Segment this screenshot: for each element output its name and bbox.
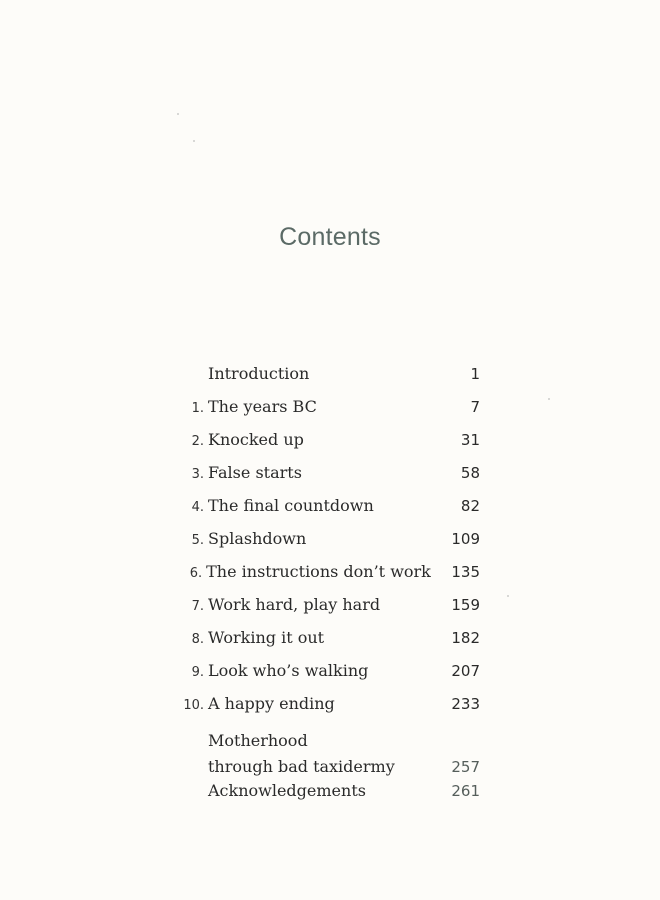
toc-entry-chapter-9 bbox=[170, 660, 480, 693]
toc-entry-page: 7 bbox=[470, 398, 480, 416]
toc-entry-title: Working it out bbox=[208, 628, 325, 647]
toc-entry-title bbox=[208, 728, 428, 780]
toc-entry-title: Introduction bbox=[208, 364, 310, 383]
toc-entry-chapter-10 bbox=[170, 693, 480, 726]
toc-entry-title: The final countdown bbox=[208, 496, 374, 515]
toc-entry-page: 261 bbox=[451, 782, 480, 800]
toc-entry-chapter-5 bbox=[170, 528, 480, 561]
toc-entry-title: Acknowledgements bbox=[208, 781, 366, 800]
toc-entry-number: 4. bbox=[191, 500, 204, 515]
toc-entry-chapter-7 bbox=[170, 594, 480, 627]
toc-entry-page: 58 bbox=[460, 464, 480, 482]
paper-speck bbox=[507, 595, 509, 597]
toc-entry-number: 1. bbox=[191, 401, 204, 416]
toc-entry-title: Look who’s walking bbox=[208, 661, 369, 680]
toc-entry-chapter-6 bbox=[170, 561, 480, 594]
toc-entry-page: 135 bbox=[451, 563, 480, 581]
toc-entry-title: Splashdown bbox=[208, 529, 307, 548]
paper-speck bbox=[548, 398, 550, 400]
toc-entry-page: 31 bbox=[460, 431, 480, 449]
toc-entry-page: 182 bbox=[451, 629, 480, 647]
paper-speck bbox=[177, 113, 179, 115]
paper-speck bbox=[193, 140, 195, 142]
toc-entry-title: The years BC bbox=[208, 397, 317, 416]
toc-entry-title-line-1: Motherhood bbox=[208, 731, 308, 750]
toc-entry-number: 8. bbox=[191, 632, 204, 647]
toc-entry-chapter-2 bbox=[170, 429, 480, 462]
toc-entry-page: 257 bbox=[451, 758, 480, 776]
toc-entry-chapter-1 bbox=[170, 396, 480, 429]
toc-entry-page: 1 bbox=[470, 365, 480, 383]
toc-entry-number: 6. bbox=[189, 566, 203, 581]
toc-entry-number: 10. bbox=[183, 698, 204, 713]
toc-entry-title: A happy ending bbox=[208, 694, 335, 713]
toc-entry-chapter-8 bbox=[170, 627, 480, 660]
toc-entry-page: 159 bbox=[451, 596, 480, 614]
toc-entry-title: Work hard, play hard bbox=[208, 595, 381, 614]
toc-entry-number: 5. bbox=[191, 533, 204, 548]
toc-entry-number: 9. bbox=[191, 665, 204, 680]
toc-entry-page: 207 bbox=[451, 662, 480, 680]
page-title: Contents bbox=[279, 223, 381, 251]
toc-entry-number: 7. bbox=[191, 599, 204, 614]
toc-entry-title: False starts bbox=[208, 463, 302, 482]
toc-entry-chapter-3 bbox=[170, 462, 480, 495]
toc-entry-number: 3. bbox=[191, 467, 204, 482]
table-of-contents bbox=[170, 363, 480, 806]
toc-entry-page: 233 bbox=[451, 695, 480, 713]
toc-entry-title-line-2: through bad taxidermy bbox=[208, 757, 395, 776]
toc-entry-page: 82 bbox=[460, 497, 480, 515]
toc-entry-number: 2. bbox=[191, 434, 204, 449]
toc-entry-introduction bbox=[170, 363, 480, 396]
toc-entry-title: The instructions don’t work bbox=[206, 562, 431, 581]
toc-entry-page: 109 bbox=[451, 530, 480, 548]
toc-entry-title: Knocked up bbox=[208, 430, 304, 449]
toc-entry-acknowledgements bbox=[170, 780, 480, 806]
toc-entry-motherhood bbox=[170, 728, 480, 780]
toc-entry-chapter-4 bbox=[170, 495, 480, 528]
